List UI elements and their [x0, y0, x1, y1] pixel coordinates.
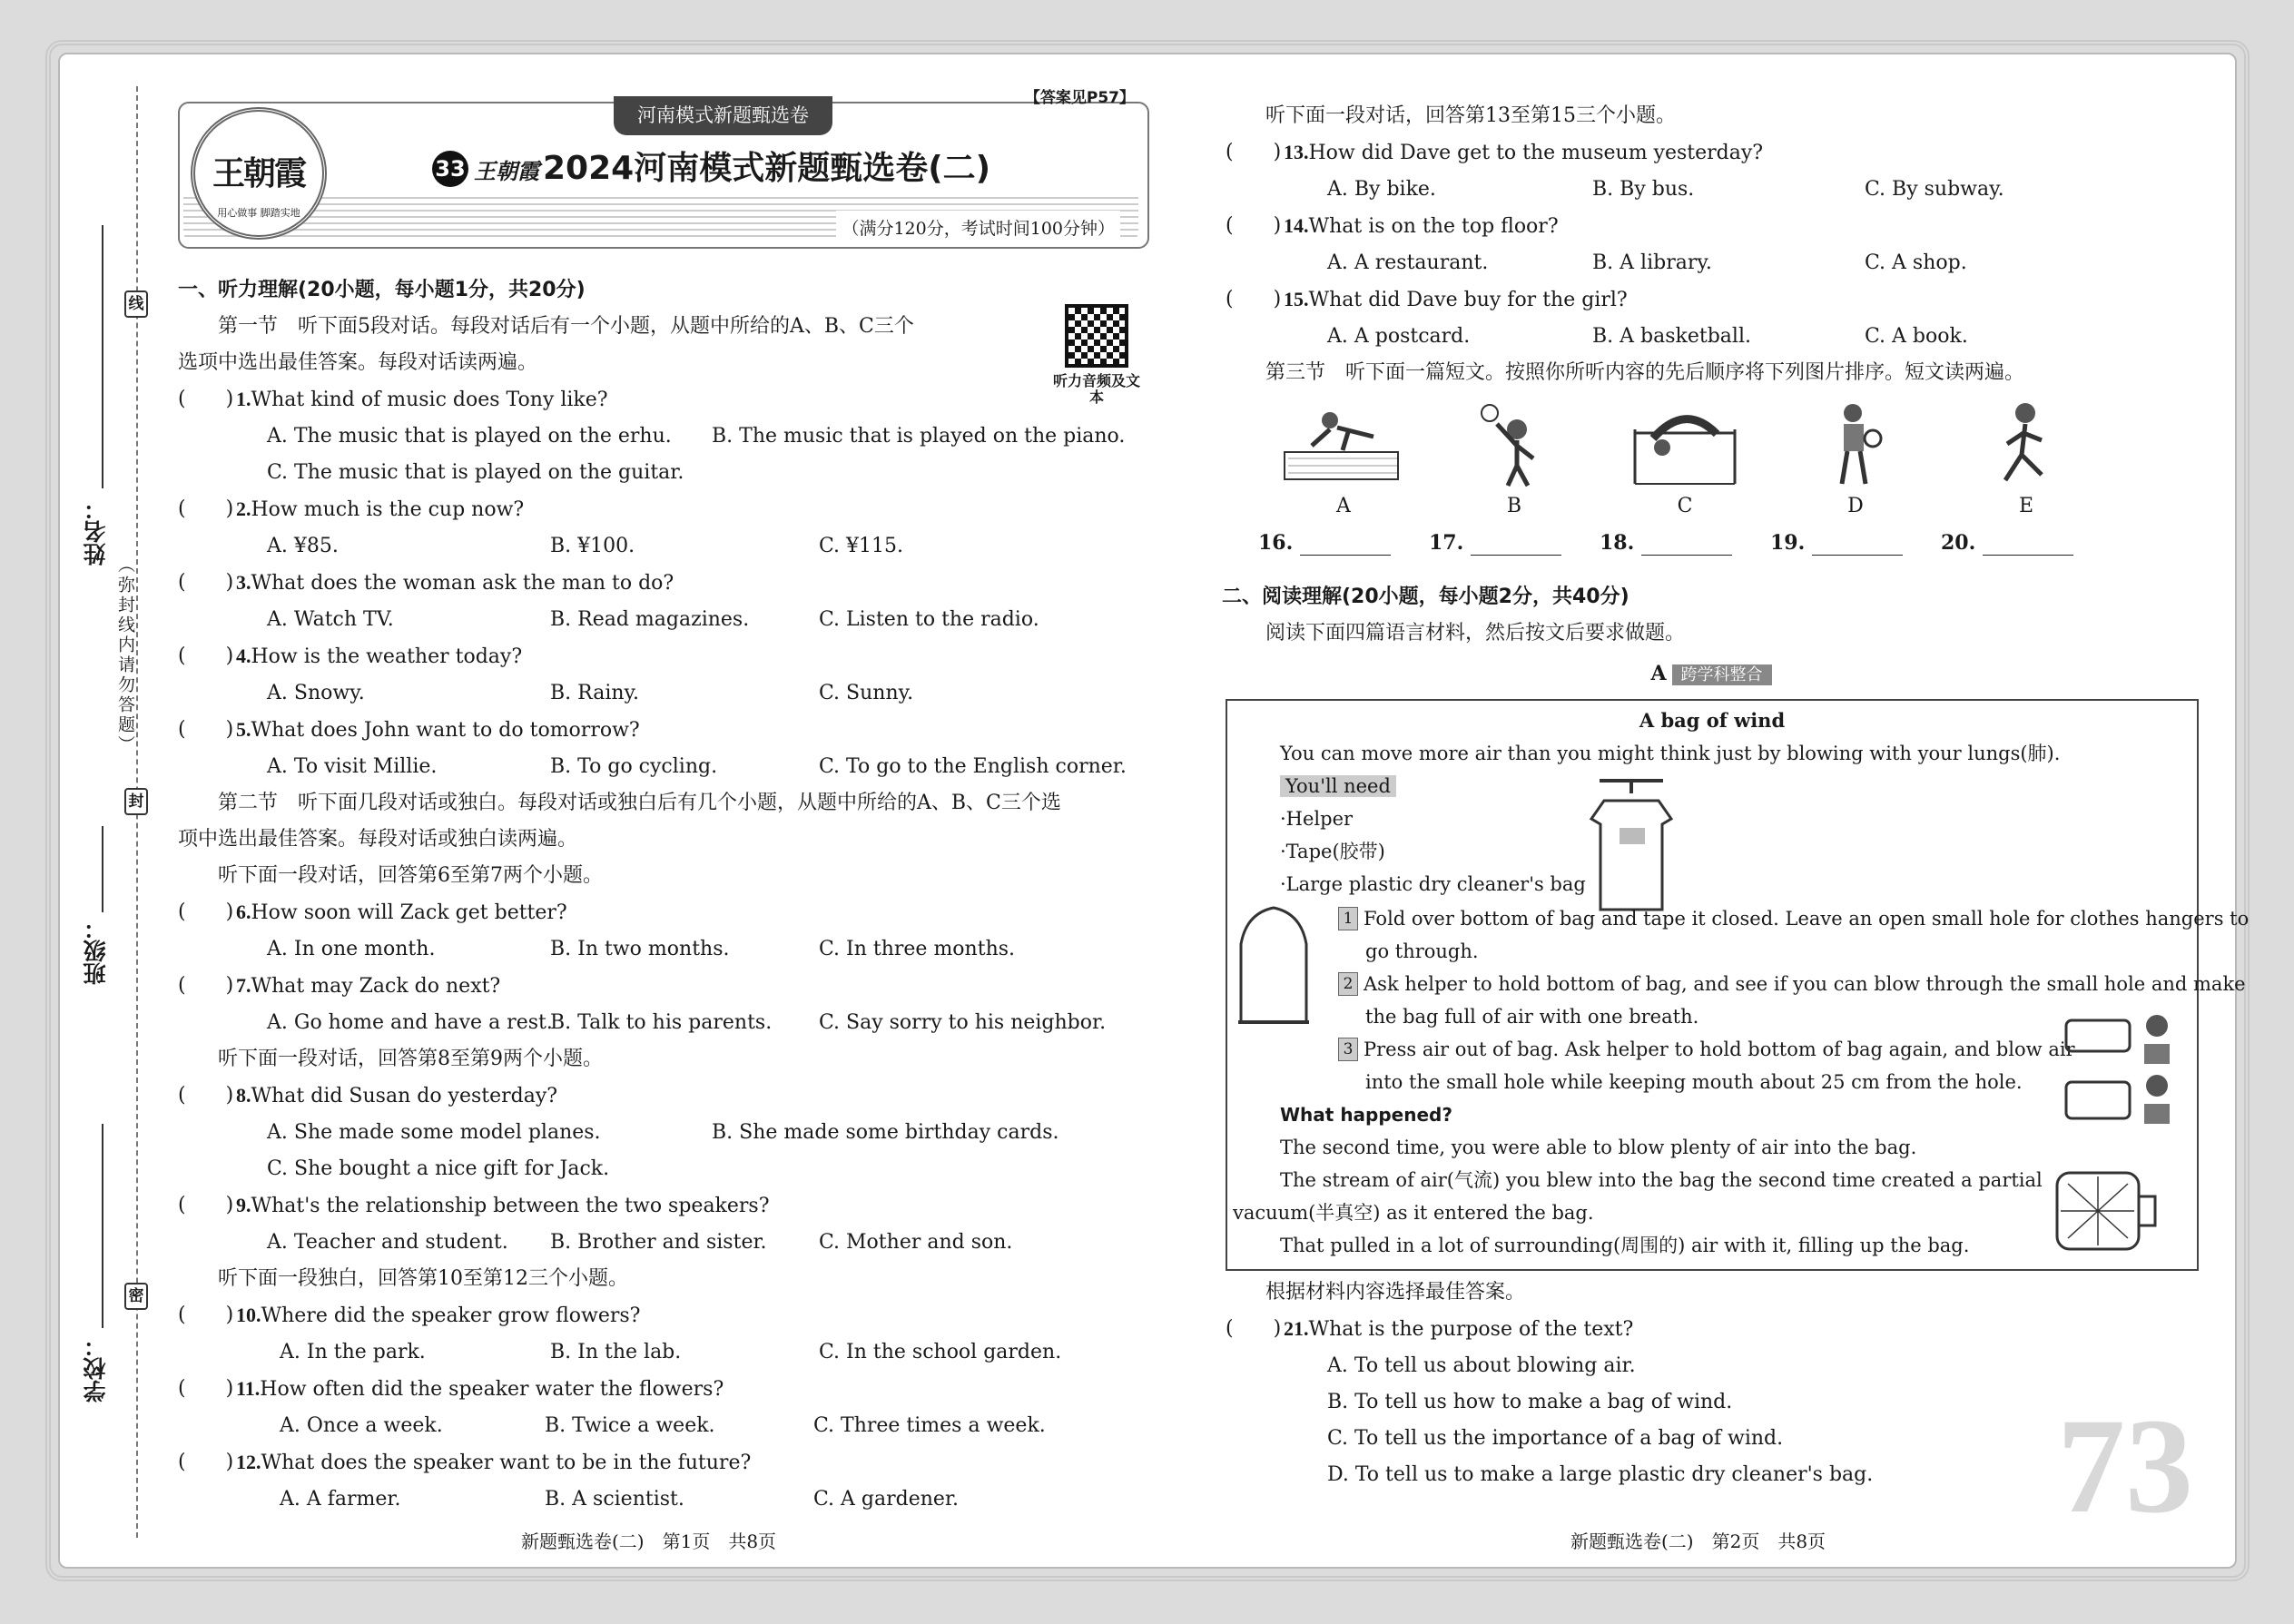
- question-11: ( ) 11.How often did the speaker water the flowers?: [178, 1371, 1149, 1408]
- picture-label: E: [2018, 495, 2034, 517]
- class-label: 班级：: [83, 917, 109, 985]
- footer-left: 新题甄选卷(二) 第1页 共8页: [521, 1530, 777, 1552]
- answer-paren[interactable]: ( ): [178, 1451, 234, 1473]
- answer-paren[interactable]: ( ): [178, 571, 234, 594]
- question-5: ( ) 5.What does John want to do tomorrow?: [178, 712, 1149, 749]
- shirt-bag-icon: [1581, 773, 1681, 919]
- question-4: ( ) 4.How is the weather today?: [178, 638, 1149, 675]
- left-column: [178, 89, 1149, 1518]
- question-1: ( ) 1.What kind of music does Tony like?: [178, 381, 1149, 418]
- listen-instruction: 听下面一段对话，回答第13至第15三个小题。: [1265, 104, 1676, 127]
- option[interactable]: D. To tell us to make a large plastic dry cleaner's bag.: [1327, 1463, 1874, 1486]
- name-label: 姓名：: [83, 497, 109, 566]
- option[interactable]: C. In the school garden.: [819, 1341, 1062, 1363]
- exam-header: [178, 89, 1149, 249]
- question-3: ( ) 3.What does the woman ask the man to do?: [178, 565, 1149, 602]
- option[interactable]: A. Snowy.: [267, 682, 365, 704]
- exam-number: 33: [432, 151, 468, 187]
- picture-a: [1258, 402, 1429, 525]
- listen-instruction: 听下面一段独白，回答第10至第12三个小题。: [218, 1267, 628, 1290]
- question-7: ( ) 7.What may Zack do next?: [178, 968, 1149, 1005]
- option[interactable]: B. Rainy.: [550, 682, 640, 704]
- running-icon: [1958, 402, 2094, 488]
- passage-line: You can move more air than you might think just by blowing with your lungs(肺).: [1280, 743, 2061, 764]
- option[interactable]: C. Say sorry to his neighbor.: [819, 1011, 1107, 1034]
- option[interactable]: B. By bus.: [1592, 178, 1695, 201]
- title-text: 2024河南模式新题甄选卷(二): [543, 150, 991, 187]
- what-happened-heading: What happened?: [1280, 1104, 1452, 1126]
- picture-e: [1941, 402, 2112, 525]
- option[interactable]: C. To go to the English corner.: [819, 755, 1127, 778]
- sec1-intro-2: 选项中选出最佳答案。每段对话读两遍。: [178, 351, 538, 374]
- answer-blank-17[interactable]: 17.: [1429, 525, 1600, 561]
- option[interactable]: B. A basketball.: [1592, 325, 1751, 348]
- passage-line: The second time, you were able to blow plenty of air into the bag.: [1280, 1137, 1917, 1158]
- option[interactable]: A. Once a week.: [280, 1414, 443, 1437]
- question-15: ( ) 15.What did Dave buy for the girl?: [1226, 281, 2197, 319]
- answer-blanks: [1258, 525, 2197, 561]
- need-item: ·Tape(胶带): [1280, 841, 1385, 862]
- option[interactable]: B. Twice a week.: [545, 1414, 715, 1437]
- binding-mark-secret: 密: [124, 1283, 148, 1310]
- picture-d: [1770, 402, 1941, 525]
- part1-heading: 一、听力理解(20小题，每小题1分，共20分): [178, 279, 586, 301]
- question-8: ( ) 8.What did Susan do yesterday?: [178, 1078, 1149, 1115]
- option[interactable]: B. To tell us how to make a bag of wind.: [1327, 1391, 1733, 1413]
- passage-line: That pulled in a lot of surrounding(周围的) air with it, filling up the bag.: [1280, 1235, 1970, 1256]
- answer-paren[interactable]: ( ): [178, 388, 234, 410]
- need-label: You'll need: [1280, 775, 1396, 797]
- option[interactable]: A. In one month.: [267, 938, 436, 960]
- class-blank[interactable]: [102, 826, 103, 912]
- question-21: ( ) 21.What is the purpose of the text?: [1226, 1311, 2197, 1348]
- option[interactable]: A. A restaurant.: [1327, 251, 1489, 274]
- question-2: ( ) 2.How much is the cup now?: [178, 491, 1149, 528]
- binding-note: （弥封线内请勿答题）: [115, 556, 135, 755]
- option[interactable]: B. Talk to his parents.: [550, 1011, 773, 1034]
- score-info: （满分120分，考试时间100分钟）: [836, 211, 1120, 247]
- answer-paren[interactable]: ( ): [1226, 214, 1282, 237]
- option[interactable]: C. Three times a week.: [813, 1414, 1046, 1437]
- option[interactable]: C. A shop.: [1865, 251, 1967, 274]
- option[interactable]: C. She bought a nice gift for Jack.: [267, 1157, 610, 1180]
- school-label: 学校：: [83, 1334, 109, 1403]
- answer-blank-18[interactable]: 18.: [1600, 525, 1770, 561]
- option[interactable]: C. Sunny.: [819, 682, 914, 704]
- question-10: ( ) 10.Where did the speaker grow flowers?: [178, 1297, 1149, 1334]
- option[interactable]: A. Teacher and student.: [267, 1231, 508, 1254]
- option[interactable]: B. A scientist.: [545, 1488, 684, 1511]
- part2-heading: 二、阅读理解(20小题，每小题2分，共40分): [1222, 586, 1629, 608]
- answer-blank-20[interactable]: 20.: [1941, 525, 2112, 561]
- question-13: ( ) 13.How did Dave get to the museum yesterday?: [1226, 134, 2197, 172]
- qr-caption: 听力音频及文本: [1052, 372, 1140, 406]
- step-number: 3: [1338, 1038, 1358, 1061]
- qr-code-icon: [1065, 304, 1128, 368]
- answer-paren[interactable]: ( ): [178, 1084, 234, 1107]
- step-text: Press air out of bag. Ask helper to hold bottom of bag again, and blow air: [1364, 1038, 2075, 1060]
- picture-label: C: [1677, 495, 1693, 517]
- option[interactable]: B. In two months.: [550, 938, 730, 960]
- option[interactable]: A. Go home and have a rest.: [267, 1011, 553, 1034]
- option[interactable]: A. A postcard.: [1327, 325, 1471, 348]
- option[interactable]: C. To tell us the importance of a bag of wind.: [1327, 1427, 1784, 1450]
- answer-paren[interactable]: ( ): [178, 497, 234, 520]
- choose-instruction: 根据材料内容选择最佳答案。: [1265, 1281, 1526, 1304]
- passage-line: vacuum(半真空) as it entered the bag.: [1233, 1202, 1594, 1224]
- listen-instruction: 听下面一段对话，回答第6至第7两个小题。: [218, 864, 603, 887]
- cross-subject-badge: 跨学科整合: [1672, 664, 1772, 685]
- binding-mark-line: 线: [124, 290, 148, 318]
- listen-instruction: 听下面一段对话，回答第8至第9两个小题。: [218, 1048, 603, 1070]
- logo-subtext: 用心做事 脚踏实地: [217, 207, 300, 219]
- picture-c: [1600, 402, 1770, 525]
- option[interactable]: A. The music that is played on the erhu.: [267, 425, 672, 448]
- picture-b: [1429, 402, 1600, 525]
- option[interactable]: A. She made some model planes.: [267, 1121, 601, 1144]
- option[interactable]: A. A farmer.: [280, 1488, 401, 1511]
- picture-label: D: [1847, 495, 1864, 517]
- step-text: into the small hole while keeping mouth about 25 cm from the hole.: [1365, 1071, 2023, 1093]
- vacuum-diagram-icon: [2052, 1166, 2161, 1256]
- answer-paren[interactable]: ( ): [1226, 1317, 1282, 1340]
- option[interactable]: A. Watch TV.: [267, 608, 394, 631]
- answer-paren[interactable]: ( ): [178, 1194, 234, 1216]
- passage-box: [1226, 699, 2250, 1271]
- question-14: ( ) 14.What is on the top floor?: [1226, 208, 2197, 245]
- brand-logo: [191, 107, 327, 240]
- option[interactable]: C. ¥115.: [819, 535, 904, 557]
- step-text: the bag full of air with one breath.: [1365, 1006, 1699, 1028]
- sec2-intro-2: 项中选出最佳答案。每段对话或独白读两遍。: [178, 828, 578, 851]
- option[interactable]: A. By bike.: [1327, 178, 1436, 201]
- option[interactable]: B. She made some birthday cards.: [712, 1121, 1059, 1144]
- option[interactable]: C. By subway.: [1865, 178, 2004, 201]
- option[interactable]: C. In three months.: [819, 938, 1016, 960]
- step-text: Fold over bottom of bag and tape it closed. Leave an open small hole for clothes hangers to: [1364, 908, 2250, 930]
- question-9: ( ) 9.What's the relationship between the two speakers?: [178, 1187, 1149, 1225]
- sec1-intro: 第一节 听下面5段对话。每段对话后有一个小题，从题中所给的A、B、C三个: [218, 315, 914, 338]
- part2-intro: 阅读下面四篇语言材料，然后按文后要求做题。: [1265, 622, 1686, 645]
- need-item: ·Large plastic dry cleaner's bag: [1280, 873, 1586, 895]
- picture-label: B: [1506, 495, 1522, 517]
- step-number: 2: [1338, 972, 1358, 996]
- option[interactable]: A. To visit Millie.: [267, 755, 438, 778]
- option[interactable]: C. The music that is played on the guitar.: [267, 461, 684, 484]
- option[interactable]: B. To go cycling.: [550, 755, 718, 778]
- sec3-intro: 第三节 听下面一篇短文。按照你所听内容的先后顺序将下列图片排序。短文读两遍。: [1265, 361, 2025, 384]
- exam-title: [432, 151, 990, 190]
- option[interactable]: A. To tell us about blowing air.: [1327, 1354, 1636, 1377]
- answer-blank-19[interactable]: 19.: [1770, 525, 1941, 561]
- question-12: ( ) 12.What does the speaker want to be in the future?: [178, 1444, 1149, 1481]
- step-number: 1: [1338, 907, 1358, 930]
- step-text: Ask helper to hold bottom of bag, and see if you can blow through the small hole and make: [1364, 973, 2246, 995]
- option[interactable]: B. ¥100.: [550, 535, 635, 557]
- option[interactable]: A. In the park.: [280, 1341, 426, 1363]
- right-column: [1222, 98, 2250, 1493]
- option[interactable]: B. A library.: [1592, 251, 1712, 274]
- school-blank[interactable]: [102, 1124, 103, 1328]
- option[interactable]: A. ¥85.: [267, 535, 339, 557]
- binding-mark-seal: 封: [124, 788, 148, 815]
- answer-paren[interactable]: ( ): [178, 1377, 234, 1400]
- logo-text: 王朝霞: [212, 154, 305, 192]
- answer-paren[interactable]: ( ): [1226, 141, 1282, 163]
- blowing-bag-icon: [2061, 1008, 2188, 1135]
- option[interactable]: C. Listen to the radio.: [819, 608, 1039, 631]
- page-number-watermark: 73: [2057, 1391, 2193, 1541]
- passage-title: A bag of wind: [1639, 709, 1786, 732]
- passage-line: The stream of air(气流) you blew into the bag the second time created a partial: [1280, 1169, 2043, 1191]
- sec2-intro: 第二节 听下面几段对话或独白。每段对话或独白后有几个小题，从题中所给的A、B、C三个选: [218, 792, 1061, 814]
- answer-paren[interactable]: ( ): [178, 645, 234, 667]
- answer-paren[interactable]: ( ): [178, 901, 234, 923]
- answer-reference: 【答案见P57】: [1024, 89, 1135, 107]
- answer-paren[interactable]: ( ): [178, 1304, 234, 1326]
- step-text: go through.: [1365, 940, 1479, 962]
- series-tag: 河南模式新题甄选卷: [614, 96, 832, 135]
- option[interactable]: B. In the lab.: [550, 1341, 682, 1363]
- option[interactable]: B. The music that is played on the piano.: [712, 425, 1126, 448]
- name-blank[interactable]: [102, 225, 103, 488]
- option[interactable]: B. Read magazines.: [550, 608, 750, 631]
- footer-right: 新题甄选卷(二) 第2页 共8页: [1570, 1530, 1826, 1552]
- brand-name: 王朝霞: [474, 159, 539, 184]
- option[interactable]: C. A gardener.: [813, 1488, 960, 1511]
- answer-paren[interactable]: ( ): [178, 974, 234, 997]
- question-6: ( ) 6.How soon will Zack get better?: [178, 894, 1149, 931]
- answer-paren[interactable]: ( ): [178, 718, 234, 741]
- basketball-icon: [1787, 402, 1924, 488]
- high-jump-icon: [1617, 402, 1753, 488]
- option[interactable]: B. Brother and sister.: [550, 1231, 767, 1254]
- section-letter: A: [1650, 662, 1667, 685]
- section-tag: [1226, 655, 2197, 694]
- need-item: ·Helper: [1280, 808, 1354, 830]
- answer-paren[interactable]: ( ): [1226, 288, 1282, 310]
- picture-label: A: [1336, 495, 1351, 517]
- picture-row: [1258, 402, 2197, 525]
- option[interactable]: C. Mother and son.: [819, 1231, 1013, 1254]
- swimming-icon: [1275, 402, 1412, 488]
- option[interactable]: C. A book.: [1865, 325, 1968, 348]
- volleyball-icon: [1446, 402, 1582, 488]
- plastic-bag-icon: [1233, 902, 1314, 1029]
- answer-blank-16[interactable]: 16.: [1258, 525, 1429, 561]
